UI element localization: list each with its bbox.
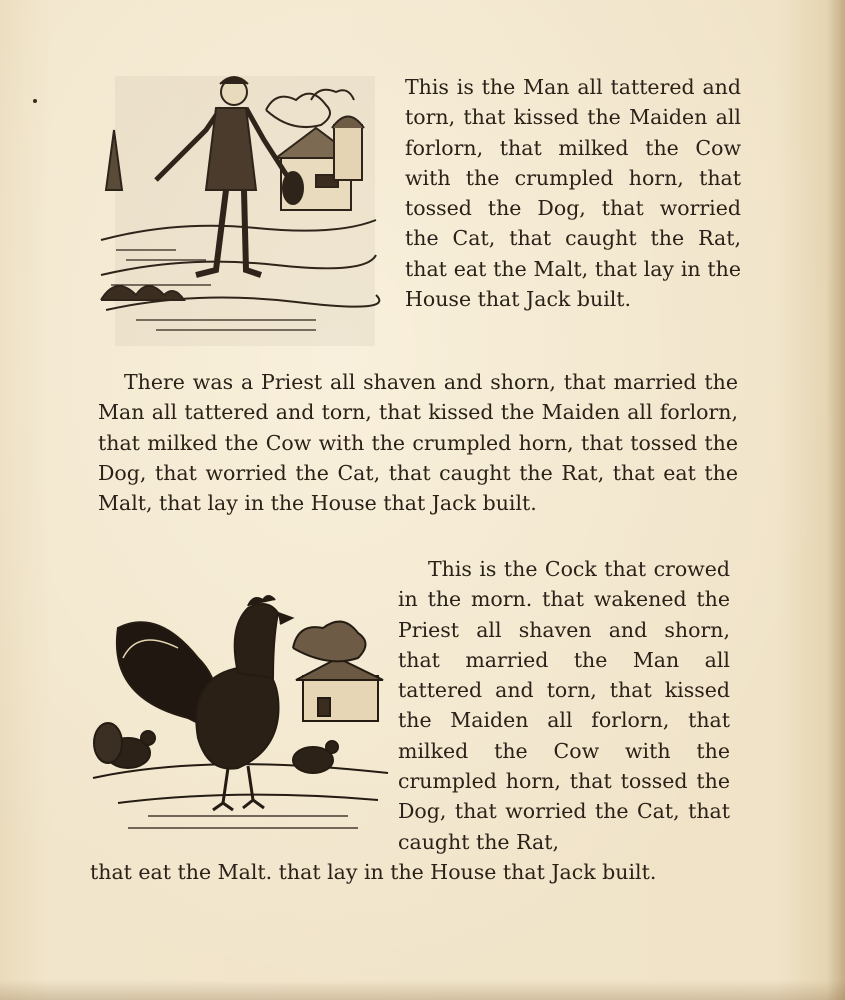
- page-edge-shadow: [827, 0, 845, 1000]
- woodcut-tattered-man-illustration: [96, 70, 381, 352]
- paragraph-priest: There was a Priest all shaven and shorn, that married the Man all tattered and torn, that kissed the Maiden all forlorn, that milked the Cow with the crumpled horn, that tossed the Dog, that worried the Cat, that caught the Rat, that eat the Malt, that lay in the House that Jack built.: [98, 370, 738, 516]
- page-bottom-shadow: [0, 980, 845, 1000]
- paragraph-cock: This is the Cock that crowed in the morn. that wakened the Priest all shaven and shorn, that married the Man all tattered and torn, that kissed the Maiden all forlorn, that milked the Cow with the crumpled horn, that tossed the Dog, that worried the Cat, that caught the Rat,: [398, 557, 730, 854]
- paragraph-cock-continued: that eat the Malt. that lay in the House that Jack built.: [90, 860, 657, 884]
- ink-speck: [33, 99, 37, 103]
- paragraph-tattered-man: This is the Man all tattered and torn, that kissed the Maiden all forlorn, that milked the Cow with the crumpled horn, that tossed the Dog, that worried the Cat, that caught the Rat, that eat the Malt, that lay in the House that Jack built.: [405, 75, 741, 312]
- woodcut-cock-illustration: [88, 588, 390, 836]
